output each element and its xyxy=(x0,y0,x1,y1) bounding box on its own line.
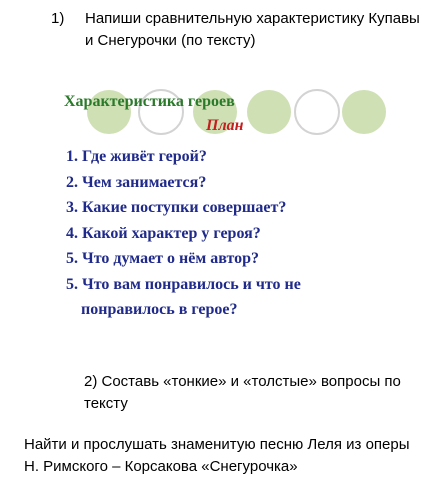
plan-item: 2. Чем занимается? xyxy=(66,173,207,191)
task-1-text: Напиши сравнительную характеристику Купавы и Снегурочки (по тексту) xyxy=(85,10,420,49)
task-3-text: Найти и прослушать знаменитую песню Леля из оперы Н. Римского – Корсакова «Снегурочка» xyxy=(24,436,410,475)
task-2-text: 2) Составь «тонкие» и «толстые» вопросы по тексту xyxy=(84,373,401,412)
decorative-circle xyxy=(342,90,386,134)
plan-list xyxy=(66,144,366,323)
plan-item: 5. Что вам понравилось и что не понравилось в герое? xyxy=(66,275,301,318)
task-1-number: 1) xyxy=(51,10,65,27)
decorative-circle xyxy=(295,90,339,134)
plan-title: План xyxy=(206,117,244,134)
plan-item: 4. Какой характер у героя? xyxy=(66,224,261,242)
plan-item: 5. Что думает о нём автор? xyxy=(66,250,260,267)
decorative-circle xyxy=(247,90,291,134)
plan-item: 3. Какие поступки совершает? xyxy=(66,199,287,216)
plan-item: 1. Где живёт герой? xyxy=(66,148,207,165)
slide-title: Характеристика героев xyxy=(64,93,235,110)
